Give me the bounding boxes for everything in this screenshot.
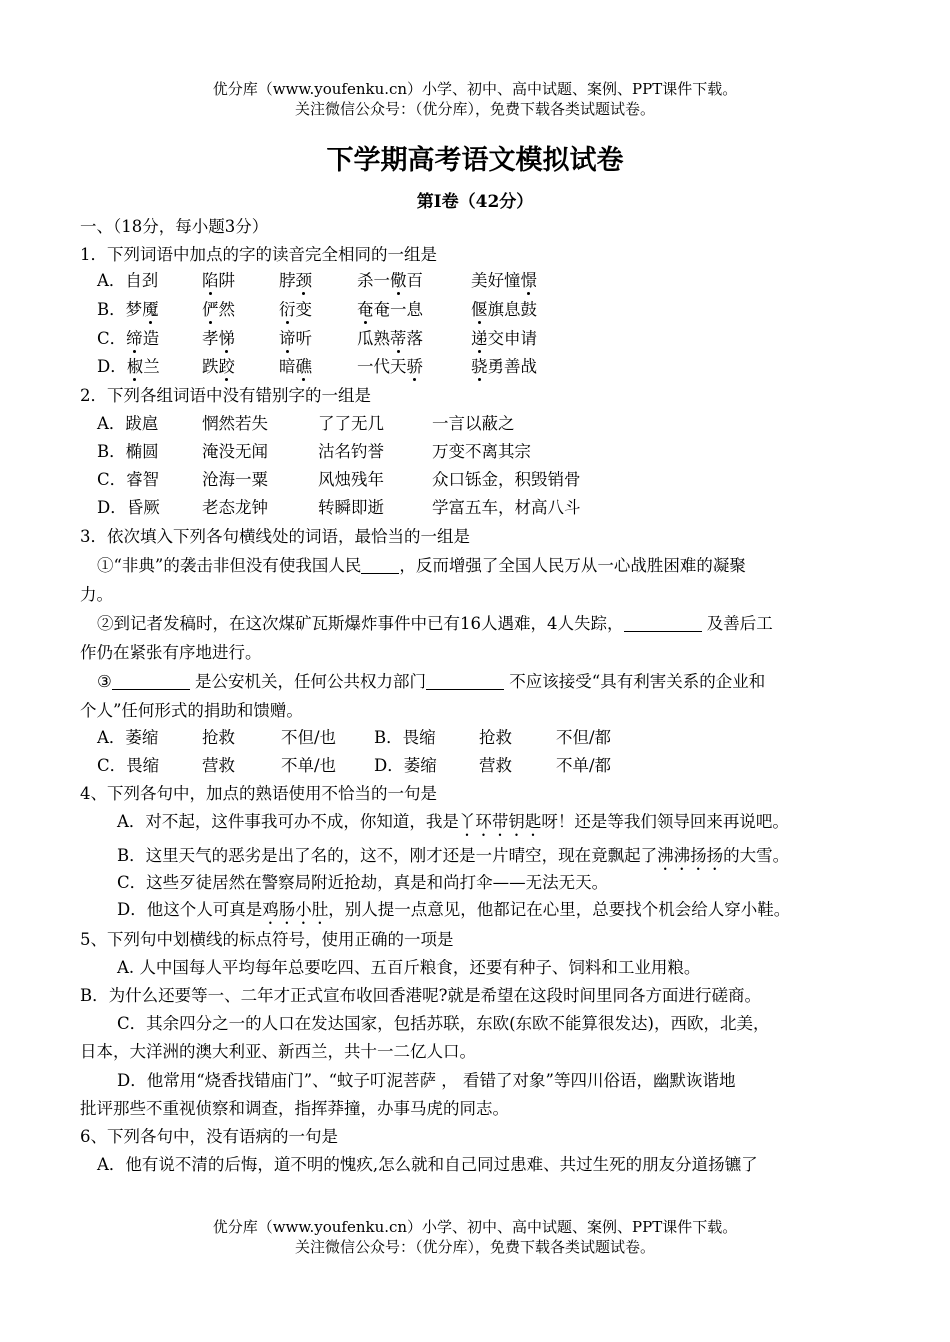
section-subtitle: 第Ⅰ卷（42分） (416, 192, 534, 212)
q4-option-b: B．这里天气的恶劣是出了名的，这不，刚才还是一片晴空，现在竟飘起了沸沸扬扬的大雪。 (117, 846, 790, 865)
footer-line-2: 关注微信公众号：（优分库），免费下载各类试题试卷。 (294, 1238, 655, 1256)
page-title: 下学期高考语文模拟试卷 (326, 145, 624, 176)
header-line-2: 关注微信公众号：（优分库），免费下载各类试题试卷。 (294, 100, 655, 118)
q3-sentence-3: ③ 是公安机关，任何公共权力部门 不应该接受“具有利害关系的企业和 (97, 672, 766, 691)
q5-option-c: C．其余四分之一的人口在发达国家，包括苏联，东欧(东欧不能算很发达)，西欧，北美， (117, 1014, 770, 1033)
q1-stem: 1．下列词语中加点的字的读音完全相同的一组是 (80, 245, 437, 264)
q2-stem: 2．下列各组词语中没有错别字的一组是 (80, 386, 371, 405)
q5-option-a: A. 人中国每人平均每年总要吃四、五百斤粮食，还要有种子、饲料和工业用粮。 (117, 958, 701, 977)
emphasized-idiom: 丫环带钥匙 (458, 812, 542, 831)
emphasized-idiom: 沸沸扬扬 (657, 846, 724, 865)
fill-blank (426, 671, 504, 690)
q3-sentence-2-cont: 作仍在紧张有序地进行。 (80, 643, 262, 662)
fill-blank (361, 555, 399, 574)
q3-stem: 3．依次填入下列各句横线处的词语，最恰当的一组是 (80, 527, 470, 546)
header-line-1: 优分库（www.youfenku.cn）小学、初中、高中试题、案例、PPT课件下载。 (212, 80, 738, 98)
fill-blank (112, 671, 190, 690)
q4-option-a: A．对不起，这件事我可办不成，你知道，我是丫环带钥匙呀！还是等我们领导回来再说吧。 (117, 812, 789, 831)
footer-line-1: 优分库（www.youfenku.cn）小学、初中、高中试题、案例、PPT课件下载。 (212, 1218, 738, 1236)
q3-sentence-1: ①“非典”的袭击非但没有使我国人民 ，反而增强了全国人民万从一心战胜困难的凝聚 (97, 556, 746, 575)
q6-option-a: A．他有说不清的后悔，道不明的愧疚,怎么就和自己同过患难、共过生死的朋友分道扬镳了 (97, 1155, 758, 1174)
q5-option-c-cont: 日本，大洋洲的澳大利亚、新西兰，共十一二亿人口。 (80, 1042, 476, 1061)
section-heading: 一、（18分，每小题3分） (80, 217, 269, 236)
q5-stem: 5、下列句中划横线的标点符号，使用正确的一项是 (80, 930, 454, 949)
q3-sentence-3-cont: 个人”任何形式的捐助和馈赠。 (80, 701, 303, 720)
fill-blank (624, 613, 702, 632)
q4-stem: 4、下列各句中，加点的熟语使用不恰当的一句是 (80, 784, 437, 803)
q4-option-d: D．他这个人可真是鸡肠小肚，别人提一点意见，他都记在心里，总要找个机会给人穿小鞋。 (117, 900, 791, 919)
q3-sentence-2: ②到记者发稿时，在这次煤矿瓦斯爆炸事件中已有16人遇难，4人失踪， 及善后工 (97, 614, 773, 633)
q5-option-d: D．他常用“烧香找错庙门”、“蚊子叮泥菩萨 ， 看错了对象”等四川俗语，幽默诙谐地 (117, 1071, 736, 1090)
emphasized-idiom: 鸡肠小肚 (262, 900, 329, 919)
q4-option-c: C．这些歹徒居然在警察局附近抢劫，真是和尚打伞——无法无天。 (117, 873, 609, 892)
q6-stem: 6、下列各句中，没有语病的一句是 (80, 1127, 338, 1146)
q3-sentence-1-cont: 力。 (80, 585, 113, 604)
q5-option-b: B．为什么还要等一、二年才正式宣布收回香港呢?就是希望在这段时间里同各方面进行磋商。 (80, 986, 761, 1005)
q5-option-d-cont: 批评那些不重视侦察和调查，指挥莽撞，办事马虎的同志。 (80, 1099, 509, 1118)
